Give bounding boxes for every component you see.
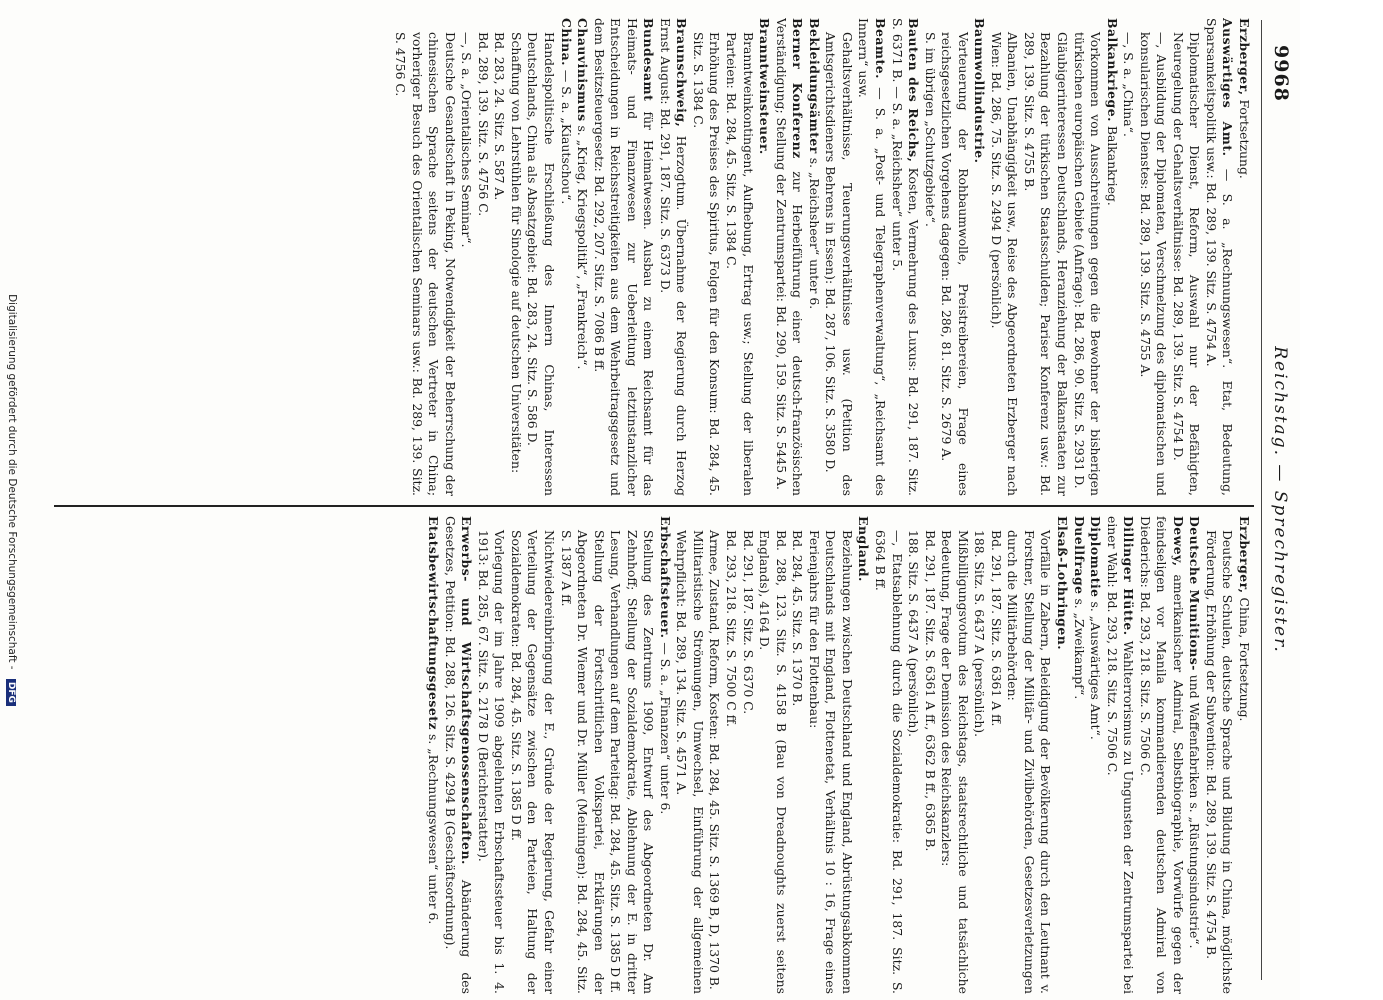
- register-entry: [1202, 18, 1235, 496]
- register-entry: [938, 18, 971, 496]
- entry-text: für Heimatwesen. Ausbau zu einem Reichsamt für das Heimats- und Finanzwesen zur Ueberleitung letztinstanzlicher Entscheidungen in Reichsstreitigkeiten aus dem Wehrbeitragsgesetz und dem Besitzsteuergesetz: Bd. 292, 207. Sitz. S. 7086 B ff.: [591, 18, 657, 496]
- register-entry: [491, 18, 508, 496]
- register-entry: [1136, 18, 1169, 496]
- register-entry: [590, 18, 656, 496]
- register-entry: [1070, 516, 1087, 994]
- entry-text: s. „Krieg, Kriegspolitik“, „Frankreich“.: [575, 121, 591, 370]
- entry-text: und Waffenfabriken s. „Rüstungsindustrie“.: [1187, 670, 1203, 949]
- entry-text: Abänderung des Gesetzes, Petition: Bd. 288, 126. Sitz. S. 4294 B (Geschäftsordnung).: [442, 516, 475, 994]
- register-entry: [822, 18, 855, 496]
- entry-keyword: Branntweinsteuer.: [757, 18, 773, 155]
- entry-text: amerikanischer Admiral, Selbstbiographie, Vorwürfe gegen der feindseligen vor Manila kommandierenden deutschen Admiral von Diederichs: Bd. 293, 218. Sitz. S. 7506 C.: [1137, 516, 1186, 994]
- register-entry: [1070, 18, 1103, 496]
- register-entry: [987, 18, 1020, 496]
- right-column: [52, 516, 1252, 994]
- footer-note: [6, 0, 18, 1000]
- register-entry: [855, 516, 872, 994]
- entry-text: — S. a. „Kiautschou“.: [558, 65, 574, 205]
- entry-text: Gehaltsverhältnisse, Teuerungsverhältnisse usw. (Petition des Amtsgerichtsdieners Behrens in Essen): Bd. 287, 106. Sitz. S. 3580 D.: [823, 32, 855, 496]
- entry-text: Balkankrieg.: [1104, 121, 1120, 206]
- entry-text: Diplomatischer Dienst, Reform, Auswahl nur der Befähigten, Neuregelung der Gehaltsverhältnisse: Bd. 289, 139. Sitz. S. 4754 D.: [1170, 32, 1203, 496]
- entry-text: 188. Sitz. S. 6437 A (persönlich).: [972, 530, 988, 738]
- register-entry: [474, 18, 491, 496]
- entry-text: Bd. 284, 45. Sitz. S. 1370 B.: [790, 530, 806, 707]
- entry-keyword: Beamte.: [872, 18, 888, 79]
- register-entry: [1169, 18, 1202, 496]
- entry-text: Bd. 293, 218. Sitz. S. 7500 C ff.: [724, 530, 740, 727]
- register-entry: [1235, 18, 1252, 496]
- register-entry: [938, 516, 971, 994]
- entry-text: Stellung der Fortschrittlichen Volkspartei, Erklärungen der Abgeordneten Dr. Wiemer und Dr. Müller (Meiningen): Bd. 284, 45. Sitz. S. 1387 A ff.: [558, 530, 607, 994]
- register-entry: [971, 18, 988, 496]
- entry-text: Bd. 291, 187. Sitz. S. 6370 C.: [740, 530, 756, 715]
- entry-text: —, Etatsablehnung durch die Sozialdemokratie: Bd. 291, 187. Sitz. S. 6364 B ff.: [872, 530, 905, 994]
- register-entry: [656, 18, 689, 496]
- register-entry: [987, 516, 1004, 994]
- entry-text: —, S. a. „China“.: [1121, 32, 1137, 137]
- entry-keyword: Deutsche Munitions-: [1187, 516, 1203, 671]
- register-entry: [392, 18, 458, 496]
- footer-note-text: Digitalisierung gefördert durch die Deutsche Forschungsgemeinschaft -: [6, 294, 18, 670]
- entry-keyword: Chauvinismus: [575, 18, 591, 122]
- entry-text: Bd. 291, 187. Sitz. S. 6361 A ff., 6362 B ff., 6365 B.: [922, 530, 938, 852]
- entry-text: Bd. 283, 24. Sitz. S. 587 A.: [492, 32, 508, 201]
- register-entry: [1004, 516, 1054, 994]
- entry-text: —, Ausbildung der Diplomaten, Verschmelzung des diplomatischen und konsularischen Dienstes: Bd. 289, 139. Sitz. S. 4755 A.: [1137, 32, 1170, 496]
- register-entry: [689, 18, 722, 496]
- entry-keyword: Berner Konferenz: [790, 18, 806, 159]
- register-entry: [557, 516, 607, 994]
- entry-text: —, S. a. „Orientalisches Seminar“.: [459, 32, 475, 248]
- register-entry: [921, 18, 938, 496]
- register-entry: [656, 516, 673, 994]
- register-entry: [607, 516, 657, 994]
- register-entry: [1103, 18, 1120, 496]
- register-entry: [723, 18, 756, 496]
- entry-keyword: Elsaß-Lothringen.: [1054, 516, 1070, 651]
- register-entry: [805, 18, 822, 496]
- entry-text: Erhöhung des Preises des Spiritus, Folgen für den Konsum: Bd. 284, 45. Sitz. S. 1384 C.: [690, 32, 723, 496]
- register-entry: [425, 516, 442, 994]
- dfg-logo: DFG: [6, 679, 16, 706]
- register-entry: [441, 516, 474, 994]
- entry-keyword: Dewey,: [1170, 516, 1186, 567]
- entry-keyword: Auswärtiges Amt.: [1220, 18, 1236, 157]
- register-entry: [1120, 18, 1137, 496]
- left-column: [52, 18, 1252, 496]
- entry-keyword: Balkankriege.: [1104, 18, 1120, 122]
- register-entry: [805, 516, 855, 994]
- entry-text: Verteuerung der Rohbaumwolle, Preistreibereien, Frage eines reichsgesetzlichen Vorgehens dagegen: Bd. 286, 81. Sitz. S. 2679 A.: [939, 32, 971, 496]
- entry-keyword: Duellfrage: [1071, 516, 1087, 595]
- header-rule: [1261, 20, 1262, 980]
- entry-text: — S. a. „Rechnungswesen“. Etat, Bedeutung, Sparsamkeitspolitik usw.: Bd. 289, 139. Sitz. S. 4754 A.: [1203, 18, 1236, 496]
- register-entry: [1103, 516, 1136, 994]
- register-entry: [1186, 516, 1203, 994]
- entry-text: Armee, Zustand, Reform, Kosten: Bd. 284, 45. Sitz. S. 1369 B, D, 1370 B.: [707, 530, 723, 990]
- register-entry: [921, 516, 938, 994]
- column-divider: [54, 505, 1254, 507]
- entry-text: Deutsche Schulen, deutsche Sprache und Bildung in China, möglichste Förderung, Erhöhung der Subvention: Bd. 289, 139. Sitz. S. 4754 B.: [1203, 530, 1236, 994]
- register-entry: [971, 516, 988, 994]
- entry-text: Militaristische Strömungen, Umwechsel, Einführung der allgemeinen Wehrpflicht: Bd. 289, 134. Sitz. S. 4571 A.: [674, 530, 706, 994]
- entry-keyword: Baumwollindustrie.: [972, 18, 988, 164]
- register-entry: [905, 516, 922, 994]
- register-entry: [888, 18, 921, 496]
- entry-keyword: Bekleidungsämter: [806, 18, 822, 154]
- entry-text: Stellung des Zentrums 1909, Entwurf des Abgeordneten Dr. Am Zehnhoff; Stellung der Sozialdemokratie, Ablehnung der E. in dritter Lesung, Verhandlungen auf dem Parteitag: Bd. 284, 45. Sitz. S. 1385 D ff.: [608, 530, 657, 994]
- entry-keyword: Erzberger,: [1237, 18, 1252, 96]
- running-head: Reichstag. — Sprechregister.: [1270, 346, 1290, 654]
- entry-keyword: Braunschweig,: [674, 18, 690, 128]
- entry-text: Nichtwiedereinbringung der E., Gründe der Regierung, Gefahr einer Verteilung der Gegensätze zwischen den Parteien, Haltung der Sozialdemokraten: Bd. 284, 45. Sitz. S. 1385 D ff.: [508, 530, 558, 994]
- register-entry: [1202, 516, 1235, 994]
- entry-keyword: Bauten des Reichs,: [906, 18, 922, 163]
- register-entry: [706, 516, 723, 994]
- entry-text: Gläubigerinteressen Deutschlands, Heranziehung der Balkanstaaten zur Bezahlung der türkischen Staatsschulden; Pariser Konferenz usw.: Bd. 289, 139. Sitz. S. 4755 B.: [1021, 32, 1070, 496]
- entry-text: Handelspolitische Erschließung des Innern Chinas, Interessen Deutschlands, China als Absatzgebiet: Bd. 283, 24. Sitz. S. 586 D.: [525, 32, 558, 496]
- register-entry: [739, 516, 756, 994]
- entry-text: Branntweinkontingent, Aufhebung, Ertrag usw.; Stellung der liberalen Parteien: Bd. 284, 45. Sitz. S. 1384 C.: [724, 32, 756, 496]
- entry-text: Bd. 288, 123. Sitz. S. 4158 B (Bau von Dreadnoughts zuerst seitens Englands), 4164 D.: [757, 530, 789, 994]
- register-entry: [673, 516, 706, 994]
- entry-text: Bd. 291, 187. Sitz. S. 6361 A ff.: [988, 530, 1004, 727]
- register-entry: [871, 516, 904, 994]
- entry-keyword: China.: [558, 18, 574, 66]
- register-entry: [789, 516, 806, 994]
- entry-text: zur Herbeiführung einer deutsch-französischen Verständigung; Stellung der Zentrumspartei: Bd. 290, 159. Sitz. S. 5445 A.: [773, 18, 806, 496]
- register-entry: [772, 18, 805, 496]
- entry-text: China, Fortsetzung.: [1237, 593, 1252, 722]
- entry-keyword: Erwerbs- und Wirtschaftsgenossenschaften.: [459, 516, 475, 865]
- register-entry: [1136, 516, 1186, 994]
- entry-text: Fortsetzung.: [1237, 95, 1252, 179]
- entry-text: Herzogtum. Übernahme der Regierung durch Herzog Ernst August: Bd. 291, 187. Sitz. S. 6373 D.: [657, 18, 690, 496]
- register-entry: [756, 516, 789, 994]
- entry-keyword: England.: [856, 516, 872, 582]
- entry-text: Mißbilligungsvotum des Reichstags, staatsrechtliche und tatsächliche Bedeutung, Frage der Demission des Reichskanzlers:: [939, 530, 971, 994]
- entry-keyword: Erbschaftsteuer.: [657, 516, 673, 639]
- entry-text: s. „Auswärtiges Amt“.: [1088, 597, 1104, 740]
- page-header: [1260, 0, 1300, 1000]
- page-number: 9968: [1270, 45, 1292, 102]
- entry-text: Albanien, Unabhängigkeit usw., Reise des Abgeordneten Erzberger nach Wien: Bd. 286, 75. Sitz. S. 2494 D (persönlich).: [988, 32, 1021, 496]
- entry-text: s. „Zweikampf“.: [1071, 594, 1087, 700]
- entry-text: s. „Reichsheer“ unter 6.: [806, 153, 822, 310]
- entry-keyword: Dillinger Hütte.: [1121, 516, 1137, 636]
- register-entry: [557, 18, 574, 496]
- register-entry: [1087, 516, 1104, 994]
- register-entry: [574, 18, 591, 496]
- entry-text: 188. Sitz. S. 6437 A (persönlich).: [906, 530, 922, 738]
- entry-text: s. „Rechnungswesen“ unter 6.: [426, 730, 442, 925]
- entry-text: Bd. 289, 139. Sitz. S. 4756 C.: [475, 32, 491, 217]
- entry-keyword: Etatsbewirtschaftungsgesetz: [426, 516, 442, 731]
- entry-text: Kosten, Vermehrung des Luxus: Bd. 291, 187. Sitz. S. 6371 B. — S. a. „Reichsheer“ unter 5.: [889, 18, 922, 496]
- register-entry: [507, 18, 524, 496]
- entry-text: Vorfälle in Zabern, Beleidigung der Bevölkerung durch den Leutnant v. Forstner, Stellung der Militär- und Zivilbehörden, Gesetzesverletzungen durch die Militärbehörden:: [1005, 530, 1054, 994]
- register-entry: [1235, 516, 1252, 994]
- entry-text: Beziehungen zwischen Deutschland und England, Abrüstungsabkommen Deutschlands mit England, Flottenetat, Verhältnis 10 : 16, Frage eines Ferienjahrs für den Flottenbau:: [806, 530, 855, 994]
- register-entry: [507, 516, 557, 994]
- entry-text: — S. a. „Finanzen“ unter 6.: [657, 638, 673, 815]
- register-entry: [756, 18, 773, 496]
- entry-keyword: Diplomatie: [1088, 516, 1104, 598]
- entry-keyword: Erzberger,: [1237, 516, 1252, 594]
- entry-text: Schaffung von Lehrstühlen für Sinologie auf deutschen Universitäten:: [508, 32, 524, 474]
- register-entry: [723, 516, 740, 994]
- entry-text: Vorkommen von Ausschreitungen gegen die Bewohner der bisherigen türkischen europäischen Gebiete (Anfrage): Bd. 286, 90. Sitz. S. 2931 D.: [1071, 32, 1104, 496]
- entry-text: Vorlegung der im Jahre 1909 abgelehnten Erbschaftssteuer bis 1. 4. 1913: Bd. 285, 67. Sitz. S. 2178 D (Berichterstatter).: [475, 530, 508, 994]
- entry-text: Wahlterrorismus zu Ungunsten der Zentrumspartei bei einer Wahl: Bd. 293, 218. Sitz. S. 7506 C.: [1104, 516, 1137, 994]
- entry-text: Deutsche Gesandtschaft in Peking, Notwendigkeit der Beherrschung der chinesischen Sprache seitens der deutschen Vertreter in China; vorheriger Besuch des Orientalischen Seminars usw.: Bd. 289, 139. Sitz. S. 4756 C.: [393, 32, 458, 496]
- register-entry: [524, 18, 557, 496]
- entry-keyword: Bundesamt: [641, 18, 657, 102]
- entry-text: S. im übrigen „Schutzgebiete“.: [922, 32, 938, 227]
- register-entry: [1053, 516, 1070, 994]
- entry-text: — S. a. „Post- und Telegraphenverwaltung“, „Reichsamt des Innern“ usw.: [856, 18, 888, 496]
- register-entry: [1020, 18, 1070, 496]
- register-entry: [458, 18, 475, 496]
- register-entry: [855, 18, 888, 496]
- register-entry: [474, 516, 507, 994]
